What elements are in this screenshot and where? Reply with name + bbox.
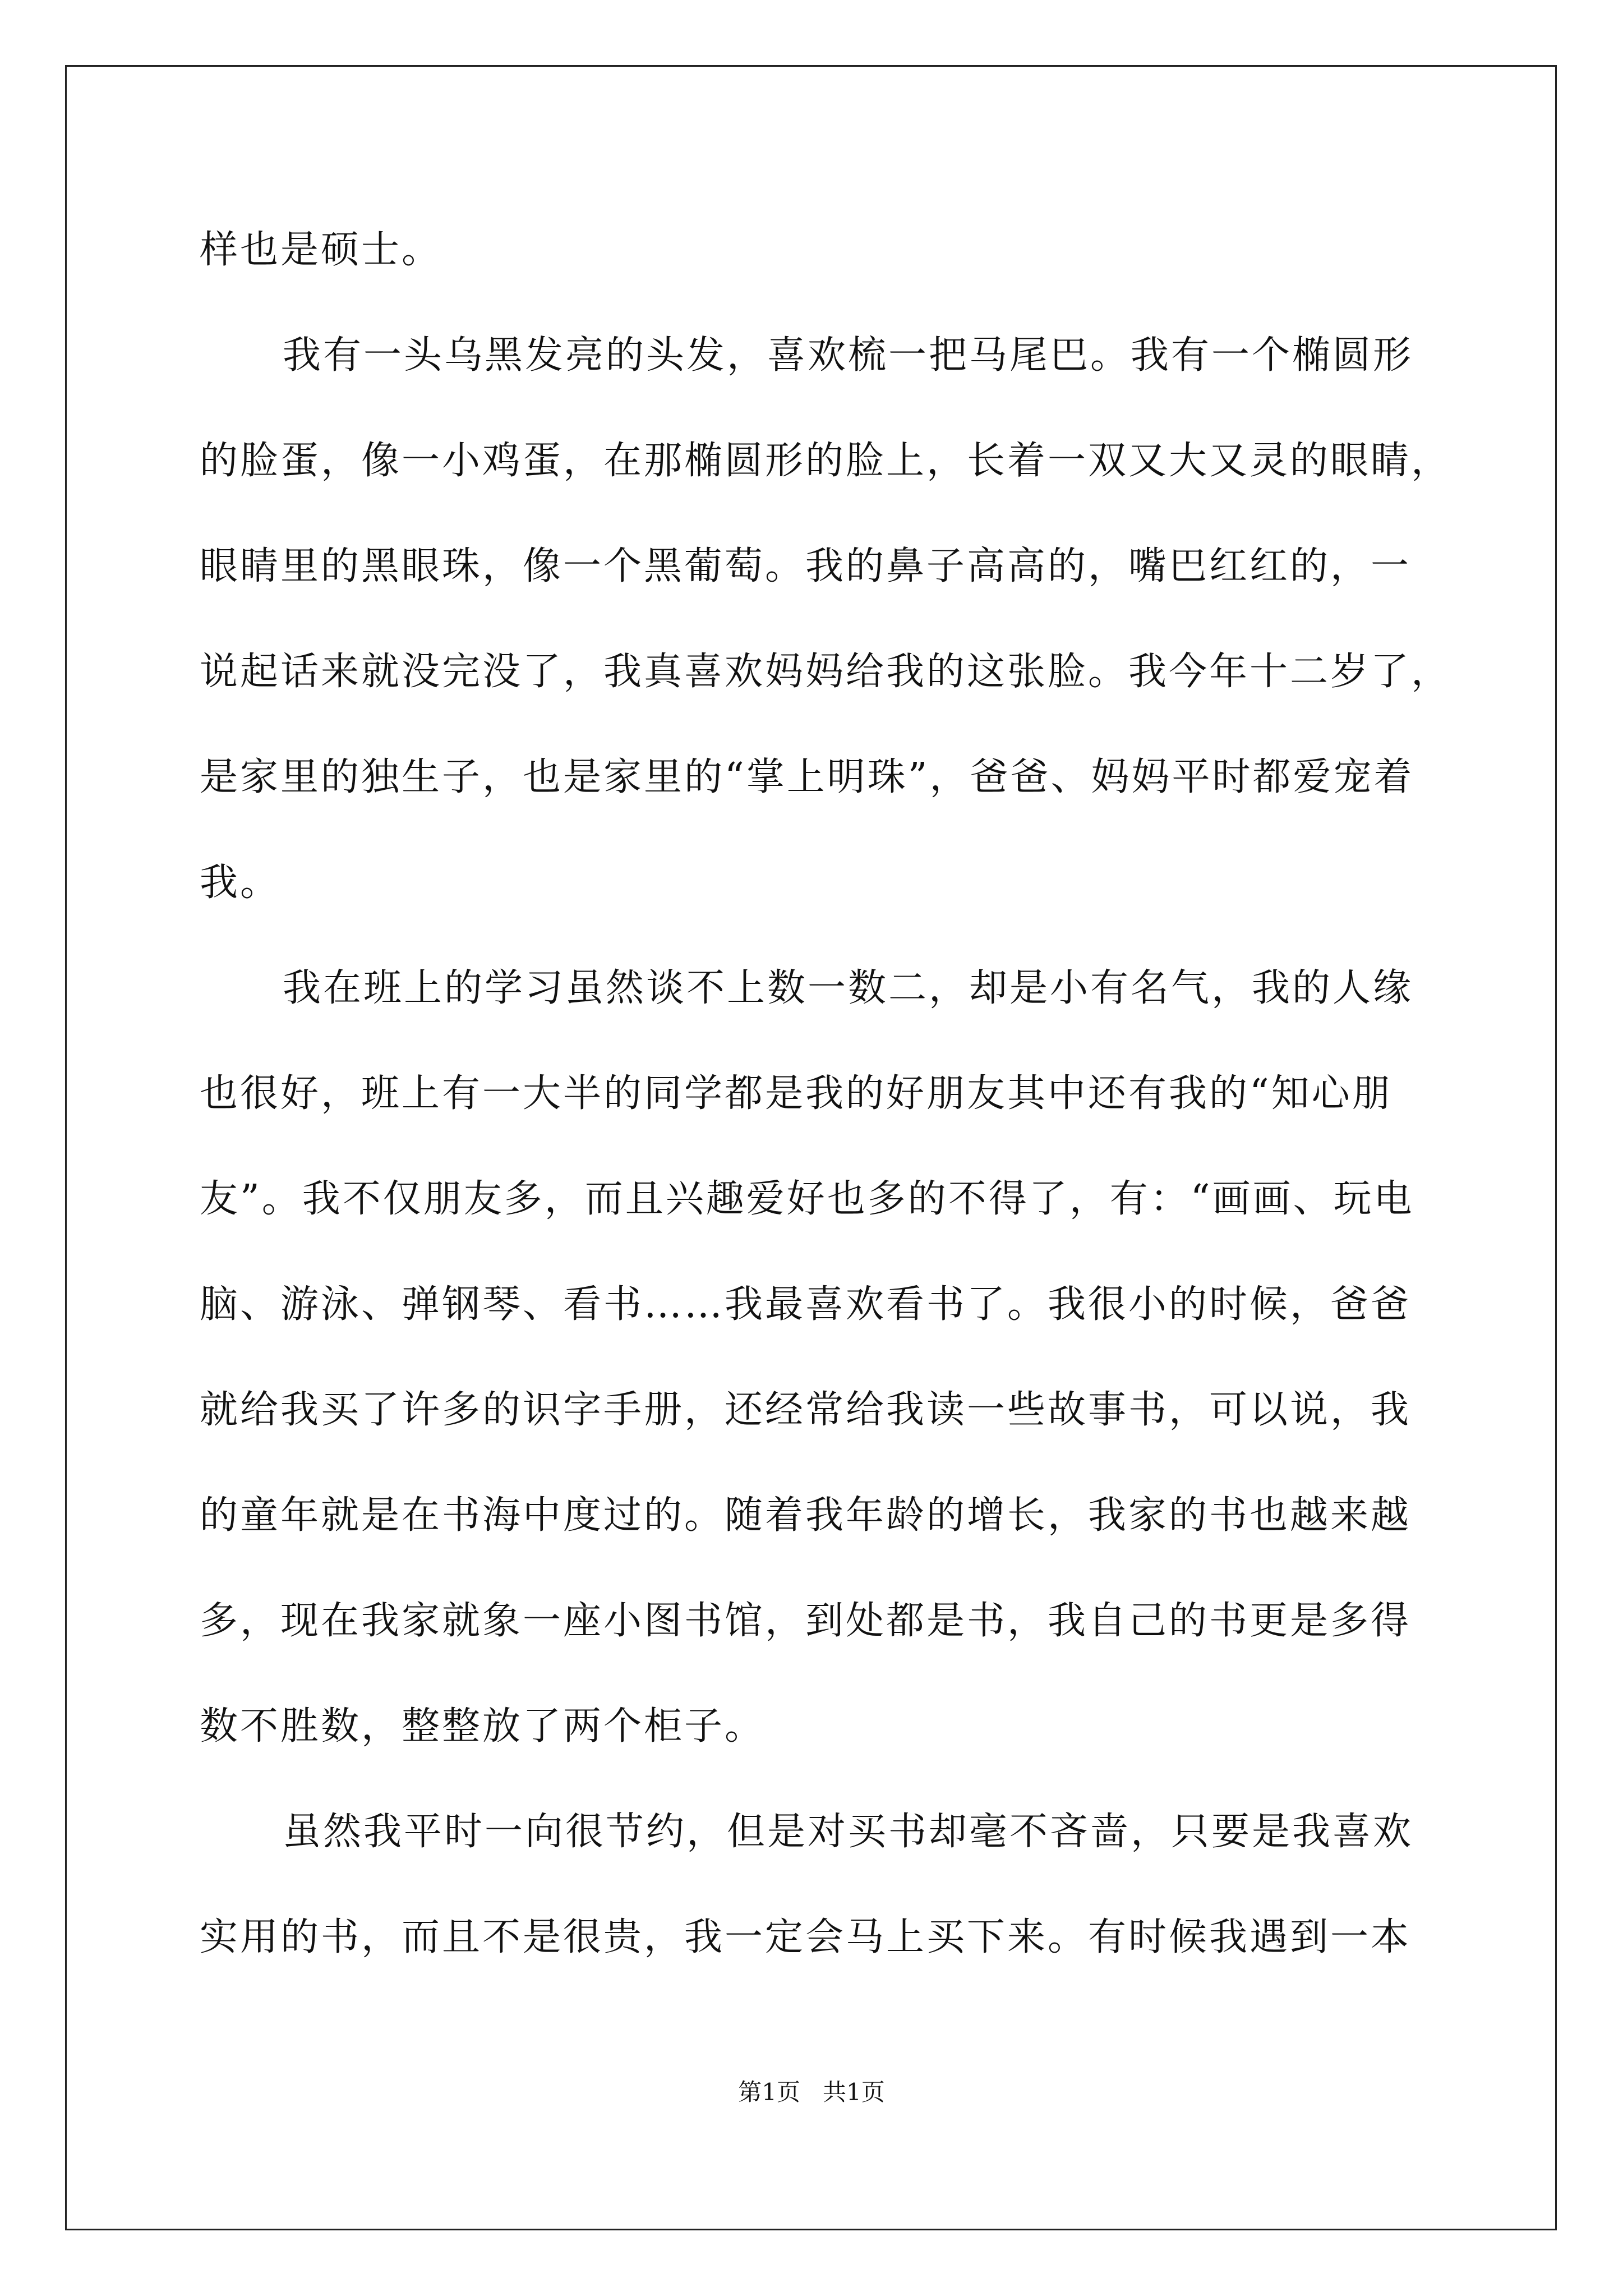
text-line: 实用的书，而且不是很贵，我一定会马上买下来。有时候我遇到一本 <box>200 1915 1412 1959</box>
text-line: 我有一头乌黑发亮的头发，喜欢梳一把马尾巴。我有一个椭圆形 <box>283 333 1414 378</box>
text-line: 就给我买了许多的识字手册，还经常给我读一些故事书，可以说，我 <box>200 1388 1412 1432</box>
text-line: 数不胜数，整整放了两个柜子。 <box>200 1704 766 1749</box>
text-line: 友”。我不仅朋友多，而且兴趣爱好也多的不得了，有：“画画、玩电 <box>200 1177 1414 1221</box>
text-line: 的脸蛋，像一小鸡蛋，在那椭圆形的脸上，长着一双又大又灵的眼睛， <box>200 439 1452 483</box>
text-line: 我。 <box>200 861 281 905</box>
text-line: 多，现在我家就象一座小图书馆，到处都是书，我自己的书更是多得 <box>200 1599 1412 1643</box>
text-line: 是家里的独生子，也是家里的“掌上明珠”，爸爸、妈妈平时都爱宠着 <box>200 755 1414 799</box>
page-footer: 第1页 共1页 <box>738 2078 885 2106</box>
text-line: 眼睛里的黑眼珠，像一个黑葡萄。我的鼻子高高的，嘴巴红红的，一 <box>200 544 1412 588</box>
text-line: 说起话来就没完没了，我真喜欢妈妈给我的这张脸。我今年十二岁了， <box>200 650 1452 694</box>
text-line: 虽然我平时一向很节约，但是对买书却毫不吝啬，只要是我喜欢 <box>283 1810 1414 1854</box>
text-line: 的童年就是在书海中度过的。随着我年龄的增长，我家的书也越来越 <box>200 1493 1412 1538</box>
text-line: 也很好，班上有一大半的同学都是我的好朋友其中还有我的“知心朋 <box>200 1071 1393 1116</box>
document-body <box>200 197 1452 1990</box>
text-line: 我在班上的学习虽然谈不上数一数二，却是小有名气，我的人缘 <box>283 966 1414 1010</box>
text-line: 脑、游泳、弹钢琴、看书……我最喜欢看书了。我很小的时候，爸爸 <box>200 1282 1412 1327</box>
text-line: 样也是硕士。 <box>200 228 442 272</box>
